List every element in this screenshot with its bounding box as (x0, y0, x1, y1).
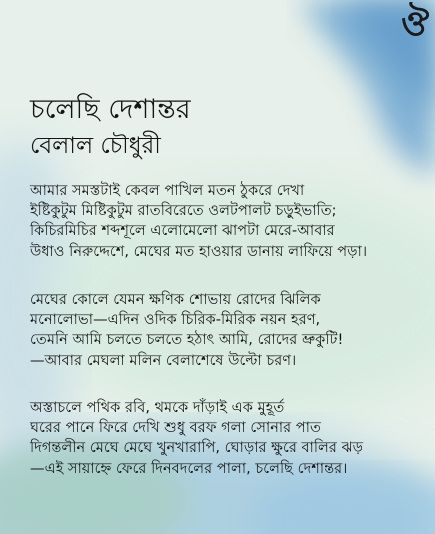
poem-title: চলেছি দেশান্তর (30, 94, 191, 125)
poem-line: অস্তাচলে পথিক রবি, থমকে দাঁড়াই এক মুহূর্ত (30, 399, 285, 416)
poem-line: দিগন্তলীন মেঘে মেঘে খুনখারাপি, ঘোড়ার ক্ষুরে বালির ঝড় (30, 439, 364, 457)
poem-line: ঘরের পানে ফিরে দেখি শুধু বরফ গলা সোনার পাত (30, 419, 321, 437)
poem-line: —আবার মেঘলা মলিন বেলাশেষে উল্টো চরণ। (30, 351, 297, 369)
poem-line: —এই সায়াহ্নে ফেরে দিনবদলের পালা, চলেছি দেশান্তর। (30, 459, 348, 477)
poem-line: তেমনি আমি চলতে চলতে হঠাৎ আমি, রোদের ভ্রুকুটি! (30, 331, 344, 349)
poem-line: কিচিরমিচির শব্দশূলে এলোমেলো ঝাপটা মেরে-আবার (30, 222, 335, 240)
poem-line: ইষ্টিকুটুম মিষ্টিকুটুম রাতবিরেতে ওলটপালট চড়ুইভাতি; (30, 202, 337, 220)
stanza-1 (30, 181, 425, 262)
poem-author: বেলাল চৌধুরী (30, 133, 161, 159)
poem-line: মেঘের কোলে যেমন ক্ষণিক শোভায় রোদের ঝিলিক (30, 291, 321, 308)
poem-line: উধাও নিরুদ্দেশে, মেঘের মত হাওয়ার ডানায় লাফিয়ে পড়া। (30, 242, 368, 260)
logo-mark: ঔ (401, 4, 429, 44)
poem-line: মনোলোভা—এদিন ওদিক চিরিক-মিরিক নয়ন হরণ, (30, 311, 321, 329)
stanza-3 (30, 398, 425, 479)
poem-line: আমার সমস্তটাই কেবল পাখিল মতন ঠুকরে দেখা (30, 182, 305, 199)
stanza-2 (30, 290, 425, 371)
